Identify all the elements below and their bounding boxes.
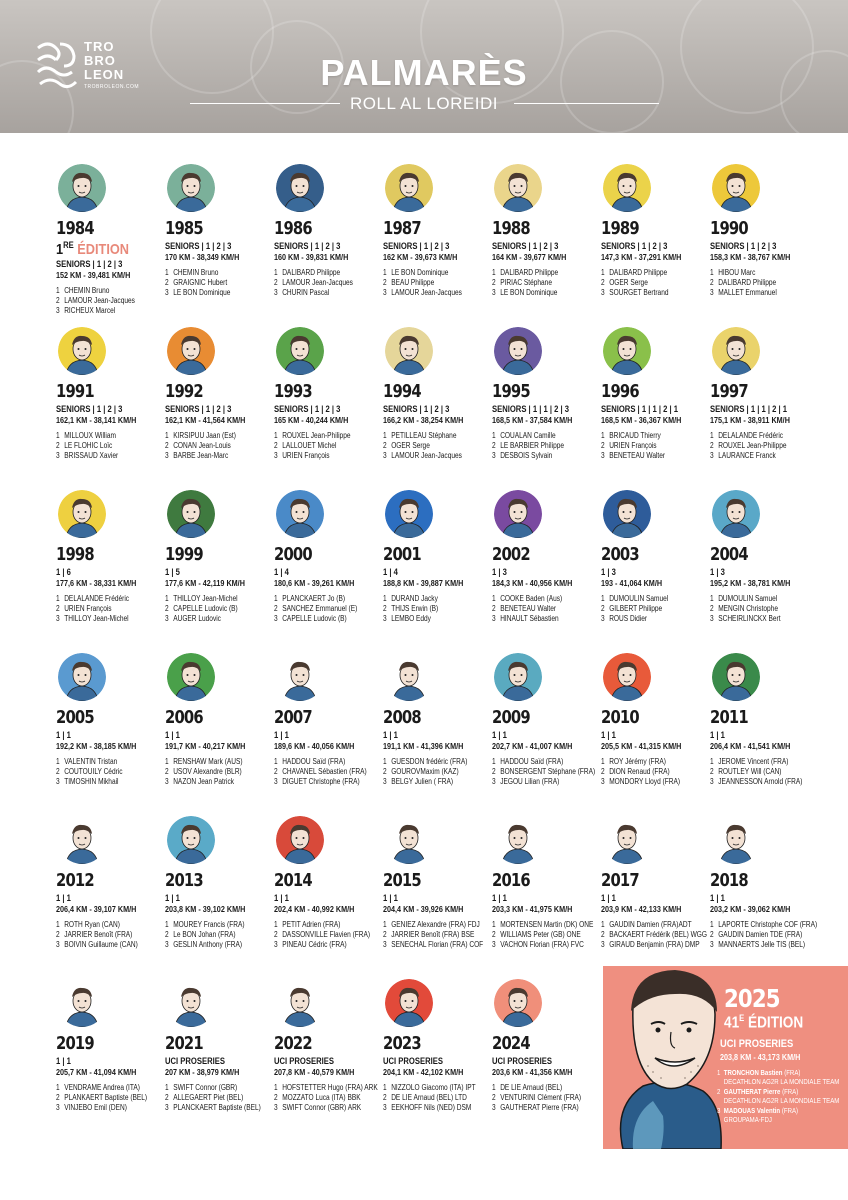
entry-category: 1 | 1 (601, 730, 616, 740)
podium-row: 1 DALIBARD Philippe (601, 268, 668, 277)
entry-year: 2005 (56, 707, 94, 728)
podium-row: 1 DALIBARD Philippe (492, 268, 559, 277)
podium-row: 2 LAMOUR Jean-Jacques (274, 278, 353, 287)
podium-row: 3 SOURGET Bertrand (601, 288, 669, 297)
podium-row: 3 GAUTHERAT Pierre (FRA) (492, 1103, 579, 1112)
podium-row: 3 BARBE Jean-Marc (165, 451, 229, 460)
entry-category: 1 | 1 (383, 893, 398, 903)
entry-category: 1 | 4 (274, 567, 289, 577)
podium-row: 3 LE BON Dominique (165, 288, 231, 297)
podium-row: 1 CHEMIN Bruno (56, 286, 110, 295)
entry-year: 1990 (710, 218, 748, 239)
entry-distance-speed: 162,1 KM - 38,141 KM/H (56, 415, 137, 425)
podium-row: 2 LAMOUR Jean-Jacques (56, 296, 135, 305)
entry-distance-speed: 184,3 KM - 40,956 KM/H (492, 578, 573, 588)
podium-row: 2 ROUTLEY Will (CAN) (710, 767, 782, 776)
podium-row: 3 RICHEUX Marcel (56, 306, 116, 315)
podium-row: 3 LAURANCE Franck (710, 451, 776, 460)
winner-portrait (167, 490, 215, 538)
entry-year: 2012 (56, 870, 94, 891)
featured-podium-3-team: GROUPAMA-FDJ (723, 1115, 772, 1124)
podium-row: 2 JARRIER Benoît (FRA) BSE (383, 930, 475, 939)
podium-row: 3 HINAULT Sébastien (492, 614, 559, 623)
logo-url: TROBROLEON.COM (84, 84, 140, 90)
entry-year: 1994 (383, 381, 421, 402)
podium-row: 2 OGER Serge (601, 278, 648, 287)
podium-row: 1 DUMOULIN Samuel (710, 594, 778, 603)
podium-row: 2 SANCHEZ Emmanuel (E) (274, 604, 358, 613)
podium-row: 3 CAPELLE Ludovic (B) (274, 614, 347, 623)
winner-portrait (712, 490, 760, 538)
podium-row: 3 PINEAU Cédric (FRA) (274, 940, 347, 949)
winner-portrait (494, 816, 542, 864)
entry-year: 2006 (165, 707, 203, 728)
entry-distance-speed: 162 KM - 39,673 KM/H (383, 252, 458, 262)
featured-podium-1: 1 TRONCHON Bastien (FRA) (717, 1068, 801, 1077)
podium-row: 3 SENECHAL Florian (FRA) COF (383, 940, 484, 949)
entry-year: 1988 (492, 218, 530, 239)
podium-row: 1 LE BON Dominique (383, 268, 449, 277)
entry-year: 2003 (601, 544, 639, 565)
entry-distance-speed: 203,8 KM - 39,102 KM/H (165, 904, 246, 914)
entry-distance-speed: 205,7 KM - 41,094 KM/H (56, 1067, 137, 1077)
podium-row: 2 CONAN Jean-Louis (165, 441, 231, 450)
podium-row: 3 PLANCKAERT Baptiste (BEL) (165, 1103, 261, 1112)
winner-portrait (603, 164, 651, 212)
entry-distance-speed: 188,8 KM - 39,887 KM/H (383, 578, 464, 588)
entry-year: 2013 (165, 870, 203, 891)
podium-row: 1 GUESDON frédéric (FRA) (383, 757, 468, 766)
podium-row: 2 PLANKAERT Baptiste (BEL) (56, 1093, 148, 1102)
entry-category: SENIORS | 1 | 1 | 2 | 3 (492, 404, 570, 414)
podium-row: 2 URIEN François (56, 604, 112, 613)
podium-row: 3 BENETEAU Walter (601, 451, 666, 460)
featured-podium-2-team: DECATHLON AG2R LA MONDIALE TEAM (723, 1096, 840, 1105)
podium-row: 2 CAPELLE Ludovic (B) (165, 604, 238, 613)
podium-row: 1 HIBOU Marc (710, 268, 756, 277)
entry-year: 2007 (274, 707, 312, 728)
podium-row: 1 DELALANDE Frédéric (710, 431, 784, 440)
winner-portrait (385, 816, 433, 864)
podium-row: 3 GESLIN Anthony (FRA) (165, 940, 243, 949)
featured-podium-2: 2 GAUTHERAT Pierre (FRA) (717, 1087, 799, 1096)
podium-row: 1 HADDOU Saïd (FRA) (492, 757, 564, 766)
winner-portrait (167, 164, 215, 212)
entry-distance-speed: 162,1 KM - 41,564 KM/H (165, 415, 246, 425)
podium-row: 1 PETIT Adrien (FRA) (274, 920, 341, 929)
podium-row: 2 BONSERGENT Stéphane (FRA) (492, 767, 596, 776)
entry-year: 2001 (383, 544, 421, 565)
featured-podium-1-team: DECATHLON AG2R LA MONDIALE TEAM (723, 1077, 840, 1086)
entry-category: UCI PROSERIES (383, 1056, 443, 1066)
podium-row: 3 SCHEIRLINCKX Bert (710, 614, 781, 623)
featured-podium-3: 3 MADOUAS Valentin (FRA) (717, 1106, 799, 1115)
winner-portrait (58, 979, 106, 1027)
entry-distance-speed: 160 KM - 39,831 KM/H (274, 252, 349, 262)
podium-row: 1 THILLOY Jean-Michel (165, 594, 238, 603)
podium-row: 1 DUMOULIN Samuel (601, 594, 669, 603)
entry-distance-speed: 206,4 KM - 39,107 KM/H (56, 904, 137, 914)
podium-row: 3 DIGUET Christophe (FRA) (274, 777, 360, 786)
podium-row: 1 HADDOU Saïd (FRA) (274, 757, 346, 766)
podium-row: 1 DE LIE Arnaud (BEL) (492, 1083, 563, 1092)
entry-year: 2021 (165, 1033, 203, 1054)
entry-category: 1 | 1 (710, 893, 725, 903)
entry-category: 1 | 1 (492, 893, 507, 903)
podium-row: 1 VENDRAME Andrea (ITA) (56, 1083, 140, 1092)
podium-row: 1 GENIEZ Alexandre (FRA) FDJ (383, 920, 480, 929)
entry-distance-speed: 191,1 KM - 41,396 KM/H (383, 741, 464, 751)
podium-row: 3 VACHON Florian (FRA) FVC (492, 940, 584, 949)
podium-row: 3 LE BON Dominique (492, 288, 558, 297)
podium-row: 3 VINJEBO Emil (DEN) (56, 1103, 127, 1112)
entry-year: 2018 (710, 870, 748, 891)
podium-row: 1 LAPORTE Christophe COF (FRA) (710, 920, 818, 929)
entry-category: UCI PROSERIES (492, 1056, 552, 1066)
entry-category: 1 | 1 (56, 1056, 71, 1066)
podium-row: 3 LAMOUR Jean-Jacques (383, 288, 462, 297)
winner-portrait (494, 653, 542, 701)
entry-year: 2015 (383, 870, 421, 891)
podium-row: 1 COOKE Baden (Aus) (492, 594, 563, 603)
entry-year: 1984 (56, 218, 94, 239)
entry-category: SENIORS | 1 | 1 | 2 | 1 (710, 404, 788, 414)
podium-row: 2 OGER Serge (383, 441, 430, 450)
logo-wordmark: TRO BRO LEON (84, 39, 125, 82)
podium-row: 2 GILBERT Philippe (601, 604, 663, 613)
page-header (0, 0, 848, 133)
page-title: PALMARÈS (320, 52, 528, 93)
winner-portrait (58, 490, 106, 538)
podium-row: 1 CHEMIN Bruno (165, 268, 219, 277)
entry-year: 2000 (274, 544, 312, 565)
entry-distance-speed: 170 KM - 38,349 KM/H (165, 252, 240, 262)
entry-year: 2010 (601, 707, 639, 728)
page-subtitle: ROLL AL LOREIDI (350, 94, 498, 113)
entry-category: 1 | 3 (601, 567, 616, 577)
entry-distance-speed: 158,3 KM - 38,767 KM/H (710, 252, 791, 262)
podium-row: 1 DELALANDE Frédéric (56, 594, 130, 603)
entry-year: 2024 (492, 1033, 530, 1054)
winner-portrait (167, 816, 215, 864)
entry-category: 1 | 6 (56, 567, 71, 577)
entry-year: 1996 (601, 381, 639, 402)
featured-2025-panel (603, 966, 848, 1149)
podium-row: 3 BRISSAUD Xavier (56, 451, 119, 460)
winner-portrait (494, 164, 542, 212)
entry-year: 2022 (274, 1033, 312, 1054)
podium-row: 3 TIMOSHIN Mikhail (56, 777, 119, 786)
podium-row: 2 GRAIGNIC Hubert (165, 278, 228, 287)
entry-category: SENIORS | 1 | 1 | 2 | 1 (601, 404, 679, 414)
entry-year: 2004 (710, 544, 748, 565)
podium-row: 1 PETILLEAU Stéphane (383, 431, 457, 440)
podium-row: 3 CHURIN Pascal (274, 288, 330, 297)
entry-category: SENIORS | 1 | 2 | 3 (601, 241, 668, 251)
podium-row: 1 RENSHAW Mark (AUS) (165, 757, 243, 766)
podium-row: 3 MANNAERTS Jelle TIS (BEL) (710, 940, 806, 949)
entry-distance-speed: 203,3 KM - 41,975 KM/H (492, 904, 573, 914)
entry-distance-speed: 168,5 KM - 36,367 KM/H (601, 415, 682, 425)
entry-distance-speed: 202,4 KM - 40,992 KM/H (274, 904, 355, 914)
podium-row: 2 BACKAERT Frédérik (BEL) WGG (601, 930, 708, 939)
winner-portrait (58, 164, 106, 212)
entry-category: 1 | 1 (601, 893, 616, 903)
podium-row: 1 BRICAUD Thierry (601, 431, 661, 440)
entry-category: SENIORS | 1 | 2 | 3 (165, 404, 232, 414)
winner-portrait (385, 979, 433, 1027)
podium-row: 1 ROUXEL Jean-Philippe (274, 431, 351, 440)
entry-year: 1997 (710, 381, 748, 402)
podium-row: 3 BOIVIN Guillaume (CAN) (56, 940, 138, 949)
winner-portrait (276, 979, 324, 1027)
entry-category: 1 | 1 (492, 730, 507, 740)
entry-category: 1 | 1 (274, 730, 289, 740)
entry-category: SENIORS | 1 | 2 | 3 (383, 241, 450, 251)
entry-year: 1991 (56, 381, 94, 402)
podium-row: 2 ALLEGAERT Piet (BEL) (165, 1093, 244, 1102)
podium-row: 1 JEROME Vincent (FRA) (710, 757, 789, 766)
entry-year: 1992 (165, 381, 203, 402)
entry-distance-speed: 203,2 KM - 39,062 KM/H (710, 904, 791, 914)
podium-row: 2 LE BARBIER Philippe (492, 441, 565, 450)
entry-distance-speed: 193 - 41,064 KM/H (601, 578, 663, 588)
entry-distance-speed: 207 KM - 38,979 KM/H (165, 1067, 240, 1077)
podium-row: 3 AUGER Ludovic (165, 614, 221, 623)
entry-year: 1993 (274, 381, 312, 402)
entry-year: 2009 (492, 707, 530, 728)
entry-category: SENIORS | 1 | 2 | 3 (56, 404, 123, 414)
entry-distance-speed: 168,5 KM - 37,584 KM/H (492, 415, 573, 425)
entry-category: SENIORS | 1 | 2 | 3 (165, 241, 232, 251)
entry-year: 1999 (165, 544, 203, 565)
entry-distance-speed: 195,2 KM - 38,781 KM/H (710, 578, 791, 588)
podium-row: 2 USOV Alexandre (BLR) (165, 767, 242, 776)
podium-row: 3 JEANNESSON Arnold (FRA) (710, 777, 803, 786)
winner-portrait (276, 490, 324, 538)
podium-row: 3 EEKHOFF Nils (NED) DSM (383, 1103, 472, 1112)
entry-category: SENIORS | 1 | 2 | 3 (274, 404, 341, 414)
entry-year: 1989 (601, 218, 639, 239)
featured-year: 2025 (724, 984, 780, 1013)
entry-year: 2002 (492, 544, 530, 565)
podium-row: 2 URIEN François (601, 441, 657, 450)
winner-portrait (603, 653, 651, 701)
entry-distance-speed: 203,6 KM - 41,356 KM/H (492, 1067, 573, 1077)
entry-category: 1 | 5 (165, 567, 180, 577)
entry-category: 1 | 1 (56, 893, 71, 903)
winner-portrait (58, 816, 106, 864)
podium-row: 3 GIRAUD Benjamin (FRA) DMP (601, 940, 700, 949)
podium-row: 3 ROUS Didier (601, 614, 648, 623)
winner-portrait (167, 979, 215, 1027)
entry-category: SENIORS | 1 | 2 | 3 (383, 404, 450, 414)
entry-category: 1 | 1 (383, 730, 398, 740)
podium-row: 1 HOFSTETTER Hugo (FRA) ARK (274, 1083, 378, 1092)
winner-portrait (494, 979, 542, 1027)
featured-edition: $41^E$ ÉDITION (724, 1013, 804, 1032)
podium-row: 2 PIRIAC Stéphane (492, 278, 552, 287)
winner-portrait (494, 490, 542, 538)
winner-portrait (603, 816, 651, 864)
entry-category: SENIORS | 1 | 2 | 3 (710, 241, 777, 251)
entry-distance-speed: 152 KM - 39,481 KM/H (56, 270, 131, 280)
winner-portrait (603, 327, 651, 375)
podium-row: 3 SWIFT Connor (GBR) ARK (274, 1103, 362, 1112)
podium-row: 2 ROUXEL Jean-Philippe (710, 441, 787, 450)
winner-portrait (385, 164, 433, 212)
winner-portrait (167, 653, 215, 701)
entry-category: SENIORS | 1 | 2 | 3 (492, 241, 559, 251)
entry-distance-speed: 189,6 KM - 40,056 KM/H (274, 741, 355, 751)
entry-year: 2017 (601, 870, 639, 891)
entry-distance-speed: 165 KM - 40,244 KM/H (274, 415, 349, 425)
entry-year: 1995 (492, 381, 530, 402)
podium-row: 3 MALLET Emmanuel (710, 288, 777, 297)
entry-year: 2019 (56, 1033, 94, 1054)
winner-portrait (712, 327, 760, 375)
entry-year: 1998 (56, 544, 94, 565)
entry-year: 1986 (274, 218, 312, 239)
entry-category: UCI PROSERIES (165, 1056, 225, 1066)
entry-category: 1 | 1 (165, 893, 180, 903)
podium-row: 1 GAUDIN Damien (FRA)ADT (601, 920, 692, 929)
podium-row: 2 Le BON Johan (FRA) (165, 930, 236, 939)
podium-row: 1 VALENTIN Tristan (56, 757, 118, 766)
podium-row: 2 VENTURINI Clément (FRA) (492, 1093, 582, 1102)
entry-year: 2014 (274, 870, 312, 891)
podium-row: 2 BENETEAU Walter (492, 604, 557, 613)
entry-distance-speed: 206,4 KM - 41,541 KM/H (710, 741, 791, 751)
winner-portrait (494, 327, 542, 375)
winner-portrait (385, 490, 433, 538)
podium-row: 2 WILLIAMS Peter (GB) ONE (492, 930, 581, 939)
entry-distance-speed: 175,1 KM - 38,911 KM/H (710, 415, 790, 425)
podium-row: 1 MORTENSEN Martin (DK) ONE (492, 920, 594, 929)
entry-category: 1 | 1 (56, 730, 71, 740)
entry-year: 1987 (383, 218, 421, 239)
podium-row: 3 DESBOIS Sylvain (492, 451, 553, 460)
winner-portrait (712, 816, 760, 864)
podium-row: 1 ROTH Ryan (CAN) (56, 920, 120, 929)
entry-distance-speed: 147,3 KM - 37,291 KM/H (601, 252, 682, 262)
entry-distance-speed: 177,6 KM - 38,331 KM/H (56, 578, 137, 588)
entry-category: SENIORS | 1 | 2 | 3 (274, 241, 341, 251)
entry-year: 2011 (710, 707, 748, 728)
podium-row: 3 NAZON Jean Patrick (165, 777, 235, 786)
podium-row: 2 GOUROVMaxim (KAZ) (383, 767, 459, 776)
entry-year: 1985 (165, 218, 203, 239)
podium-row: 1 PLANCKAERT Jo (B) (274, 594, 346, 603)
podium-row: 3 LEMBO Eddy (383, 614, 431, 623)
entry-year: 2023 (383, 1033, 421, 1054)
podium-row: 1 MOUREY Francis (FRA) (165, 920, 245, 929)
podium-row: 2 DE LIE Arnaud (BEL) LTD (383, 1093, 467, 1102)
winner-portrait (712, 164, 760, 212)
podium-row: 2 DALIBARD Philippe (710, 278, 777, 287)
podium-row: 1 MILLOUX William (56, 431, 116, 440)
podium-row: 3 JEGOU Lilian (FRA) (492, 777, 560, 786)
entry-distance-speed: 180,6 KM - 39,261 KM/H (274, 578, 355, 588)
winner-portrait (58, 327, 106, 375)
entry-distance-speed: 166,2 KM - 38,254 KM/H (383, 415, 464, 425)
podium-row: 1 NIZZOLO Giacomo (ITA) IPT (383, 1083, 476, 1092)
featured-distance-speed: 203,8 KM - 43,173 KM/H (720, 1052, 801, 1062)
podium-row: 1 ROY Jérémy (FRA) (601, 757, 666, 766)
entry-year: 2008 (383, 707, 421, 728)
entry-category: SENIORS | 1 | 2 | 3 (56, 259, 123, 269)
entry-category: 1 | 1 (710, 730, 725, 740)
podium-row: 2 DION Renaud (FRA) (601, 767, 670, 776)
podium-row: 2 CHAVANEL Sébastien (FRA) (274, 767, 367, 776)
podium-row: 1 DURAND Jacky (383, 594, 438, 603)
podium-row: 2 THIJS Erwin (B) (383, 604, 439, 613)
entry-distance-speed: 191,7 KM - 40,217 KM/H (165, 741, 246, 751)
winner-portrait (385, 327, 433, 375)
entry-distance-speed: 164 KM - 39,677 KM/H (492, 252, 567, 262)
entry-category: 1 | 3 (710, 567, 725, 577)
entry-distance-speed: 204,1 KM - 42,102 KM/H (383, 1067, 464, 1077)
entry-category: UCI PROSERIES (274, 1056, 334, 1066)
podium-row: 3 URIEN François (274, 451, 330, 460)
podium-row: 1 DALIBARD Philippe (274, 268, 341, 277)
podium-row: 1 SWIFT Connor (GBR) (165, 1083, 238, 1092)
podium-row: 2 JARRIER Benoît (FRA) (56, 930, 133, 939)
winner-portrait (603, 490, 651, 538)
entry-distance-speed: 204,4 KM - 39,926 KM/H (383, 904, 464, 914)
podium-row: 2 MENGIN Christophe (710, 604, 778, 613)
entry-distance-speed: 192,2 KM - 38,185 KM/H (56, 741, 137, 751)
entry-category: 1 | 3 (492, 567, 507, 577)
entry-category: 1 | 1 (165, 730, 180, 740)
winner-portrait (385, 653, 433, 701)
podium-row: 2 LALLOUET Michel (274, 441, 337, 450)
entry-edition: 1RE ÉDITION (56, 240, 129, 258)
winner-portrait (167, 327, 215, 375)
winner-portrait (58, 653, 106, 701)
podium-row: 1 COUALAN Camille (492, 431, 556, 440)
entry-distance-speed: 177,6 KM - 42,119 KM/H (165, 578, 245, 588)
podium-row: 2 LE FLOHIC Loïc (56, 441, 113, 450)
podium-row: 3 MONDORY Lloyd (FRA) (601, 777, 681, 786)
winner-portrait (276, 164, 324, 212)
podium-row: 2 MOZZATO Luca (ITA) BBK (274, 1093, 361, 1102)
podium-row: 1 KIRSIPUU Jaan (Est) (165, 431, 236, 440)
podium-row: 2 DASSONVILLE Flavien (FRA) (274, 930, 371, 939)
podium-row: 2 COUTOUILY Cédric (56, 767, 123, 776)
entry-category: 1 | 4 (383, 567, 398, 577)
entry-year: 2016 (492, 870, 530, 891)
podium-row: 2 BEAU Philippe (383, 278, 435, 287)
podium-row: 2 GAUDIN Damien TDE (FRA) (710, 930, 803, 939)
podium-row: 3 LAMOUR Jean-Jacques (383, 451, 462, 460)
entry-distance-speed: 207,8 KM - 40,579 KM/H (274, 1067, 355, 1077)
featured-category: UCI PROSERIES (720, 1038, 794, 1050)
entry-distance-speed: 202,7 KM - 41,007 KM/H (492, 741, 573, 751)
entry-category: 1 | 1 (274, 893, 289, 903)
podium-row: 3 THILLOY Jean-Michel (56, 614, 129, 623)
winner-portrait (276, 653, 324, 701)
entry-distance-speed: 205,5 KM - 41,315 KM/H (601, 741, 682, 751)
winner-portrait (276, 327, 324, 375)
winner-portrait (276, 816, 324, 864)
podium-row: 3 BELGY Julien ( FRA) (383, 777, 454, 786)
entry-distance-speed: 203,9 KM - 42,133 KM/H (601, 904, 682, 914)
winner-portrait (712, 653, 760, 701)
